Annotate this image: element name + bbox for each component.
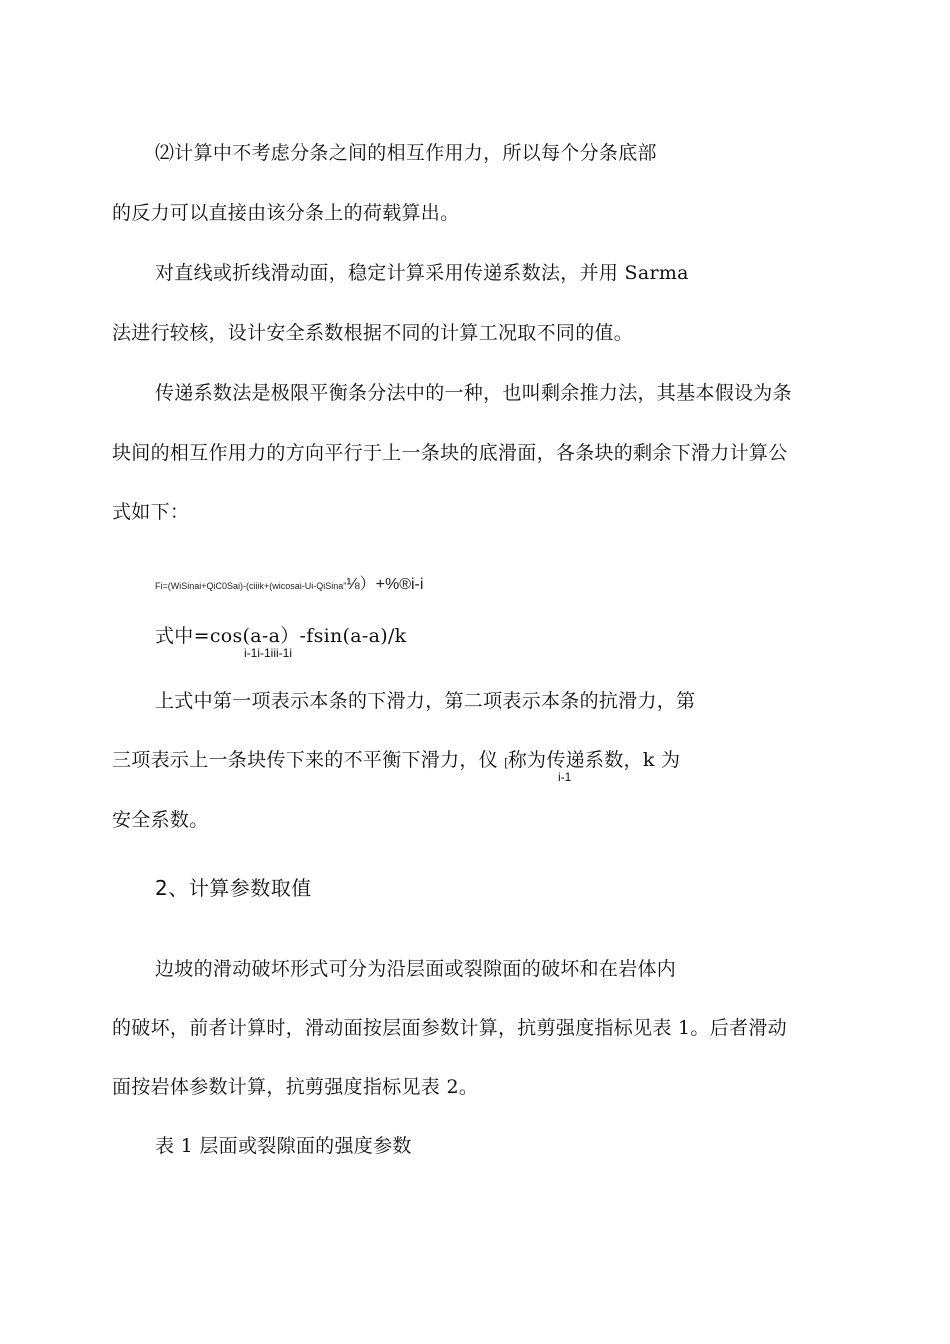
paragraph-3-line-1: 传递系数法是极限平衡条分法中的一种，也叫剩余推力法，其基本假设为条 (155, 382, 792, 404)
paragraph-5-line-2: 的破坏，前者计算时，滑动面按层面参数计算，抗剪强度指标见表 1。后者滑动 (112, 1017, 787, 1039)
formula-big-text: ⅛）+%®i-i (346, 576, 424, 593)
table-caption: 表 1 层面或裂隙面的强度参数 (155, 1135, 412, 1157)
section-heading: 2、计算参数取值 (155, 876, 312, 900)
formula-definition: 式中=cos(a-a）-fsin(a-a)/k (155, 625, 407, 647)
paragraph-1-line-1: ⑵计算中不考虑分条之间的相互作用力，所以每个分条底部 (155, 142, 657, 164)
paragraph-5-line-1: 边坡的滑动破坏形式可分为沿层面或裂隙面的破坏和在岩体内 (155, 958, 677, 980)
paragraph-4-line-3: 安全系数。 (112, 809, 209, 831)
paragraph-3-line-3: 式如下： (112, 501, 190, 523)
paragraph-2-line-1: 对直线或折线滑动面，稳定计算采用传递系数法，并用 Sarma (155, 262, 689, 284)
formula-small-text: Fi=(WiSinai+QiC0Sai)-(ciiik+(wicosai-Ui-QiSina” (155, 581, 347, 591)
paragraph-5-line-3: 面按岩体参数计算，抗剪强度指标见表 2。 (112, 1076, 479, 1098)
paragraph-4-line-2-text-b: 称为传递系数，k 为 (507, 749, 681, 771)
paragraph-4-line-2-text-a: 三项表示上一条块传下来的不平衡下滑力，仪 (112, 749, 499, 771)
paragraph-4-line-1: 上式中第一项表示本条的下滑力，第二项表示本条的抗滑力，第 (155, 690, 696, 712)
formula-definition-subscript: i-1i-1iii-1i (244, 646, 293, 660)
paragraph-4-subscript: i-1 (558, 770, 572, 784)
paragraph-4-line-2 (112, 747, 680, 776)
paragraph-2-line-2: 法进行较核，设计安全系数根据不同的计算工况取不同的值。 (112, 322, 634, 344)
paragraph-3-line-2: 块间的相互作用力的方向平行于上一条块的底滑面，各条块的剩余下滑力计算公 (112, 442, 788, 464)
paragraph-4-bracket: [ (504, 757, 508, 769)
paragraph-1-line-2: 的反力可以直接由该分条上的荷载算出。 (112, 202, 460, 224)
formula-equation (155, 576, 423, 595)
